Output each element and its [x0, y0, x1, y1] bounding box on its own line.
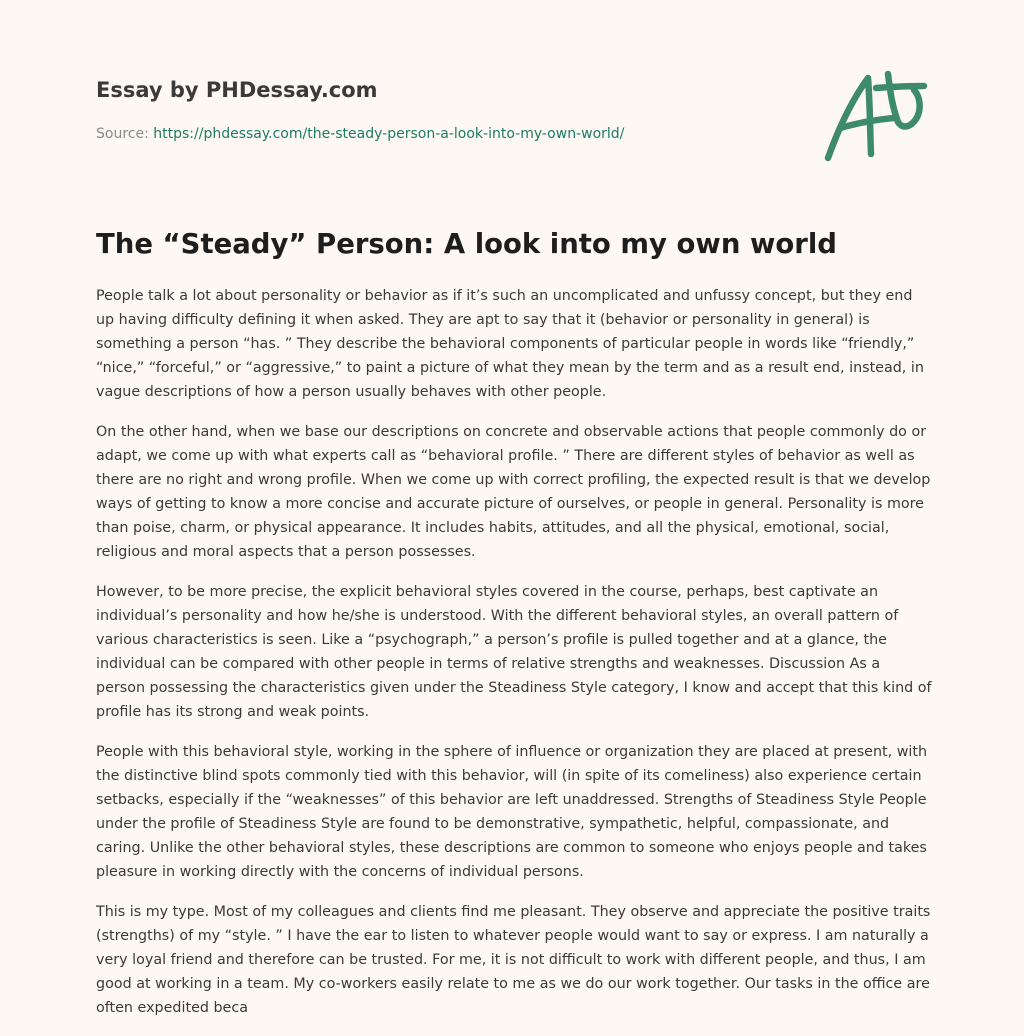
essay-body	[96, 284, 932, 1036]
source-label: Source:	[96, 126, 149, 142]
a-plus-logo-icon	[820, 66, 928, 166]
source-line	[96, 124, 796, 144]
paragraph: However, to be more precise, the explicit behavioral styles covered in the course, perhaps, best captivate an individual’s personality and how he/she is understood. With the different behavioral styles, an overall pattern of various characteristics is seen. Like a “psychograph,” a person’s profile is pulled together and at a glance, the individual can be compared with other people in terms of relative strengths and weaknesses. Discussion As a person possessing the characteristics given under the Steadiness Style category, I know and accept that this kind of profile has its strong and weak points.	[96, 584, 932, 720]
page-header	[96, 76, 796, 144]
source-link[interactable]: https://phdessay.com/the-steady-person-a-look-into-my-own-world/	[153, 126, 625, 142]
paragraph: People with this behavioral style, working in the sphere of influence or organization they are placed at present, with the distinctive blind spots commonly tied with this behavior, will (in spite of its comeliness) also experience certain setbacks, especially if the “weaknesses” of this behavior are left unaddressed. Strengths of Steadiness Style People under the profile of Steadiness Style are found to be demonstrative, sympathetic, helpful, compassionate, and caring. Unlike the other behavioral styles, these descriptions are common to someone who enjoys people and takes pleasure in working directly with the concerns of individual persons.	[96, 744, 928, 880]
site-title: Essay by PHDessay.com	[96, 78, 378, 102]
paragraph: People talk a lot about personality or behavior as if it’s such an uncomplicated and unfussy concept, but they end up having difficulty defining it when asked. They are apt to say that it (behavior or personality in general) is something a person “has. ” They describe the behavioral components of particular people in words like “friendly,” “nice,” “forceful,” or “aggressive,” to paint a picture of what they mean by the term and as a result end, instead, in vague descriptions of how a person usually behaves with other people.	[96, 288, 924, 400]
paragraph: This is my type. Most of my colleagues and clients find me pleasant. They observe and appreciate the positive traits (strengths) of my “style. ” I have the ear to listen to whatever people would want to say or express. I am naturally a very loyal friend and therefore can be trusted. For me, it is not difficult to work with different people, and thus, I am good at working in a team. My co-workers easily relate to me as we do our work together. Our tasks in the office are often expedited beca	[96, 904, 931, 1016]
essay-title: The “Steady” Person: A look into my own world	[96, 228, 837, 260]
paragraph: On the other hand, when we base our descriptions on concrete and observable actions that people commonly do or adapt, we come up with what experts call as “behavioral profile. ” There are different styles of behavior as well as there are no right and wrong profile. When we come up with correct profiling, the expected result is that we develop ways of getting to know a more concise and accurate picture of ourselves, or people in general. Personality is more than poise, charm, or physical appearance. It includes habits, attitudes, and all the physical, emotional, social, religious and moral aspects that a person possesses.	[96, 424, 931, 560]
